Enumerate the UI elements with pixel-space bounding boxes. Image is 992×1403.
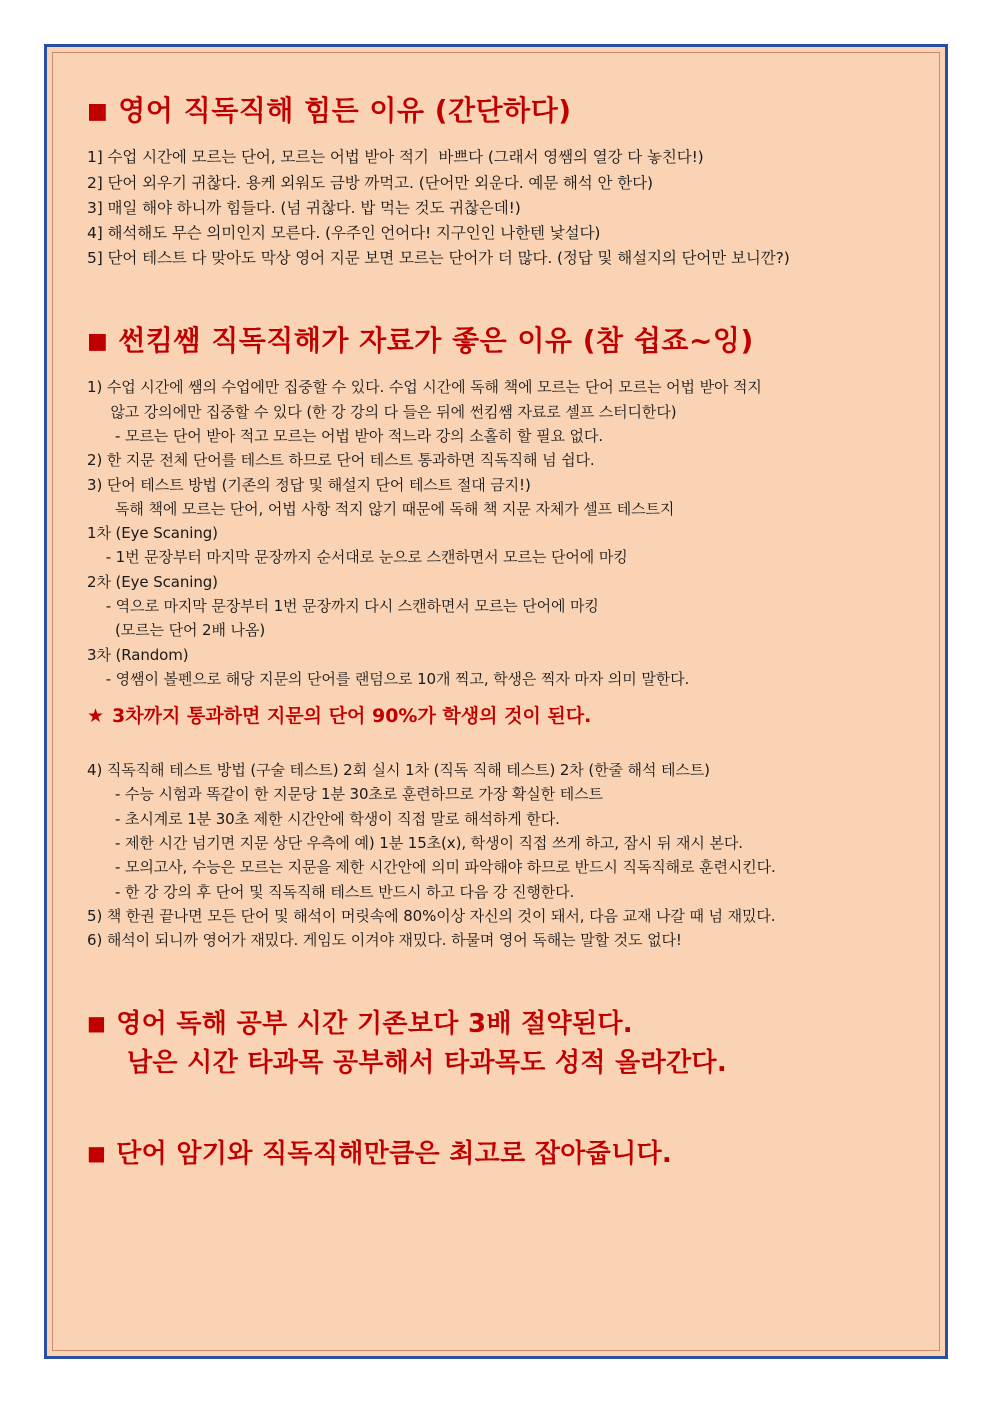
highlight-star-line bbox=[87, 701, 905, 728]
inner-border-frame bbox=[52, 52, 940, 1351]
spacer bbox=[87, 1083, 905, 1135]
section4-statement bbox=[87, 1135, 905, 1174]
list-item: 6) 해석이 되니까 영어가 재밌다. 게임도 이겨야 재밌다. 하물며 영어 독해는 말할 것도 없다! bbox=[87, 931, 682, 950]
list-item: 1차 (Eye Scaning) bbox=[87, 524, 218, 543]
section3-statement bbox=[87, 1005, 905, 1083]
list-item: 5] 단어 테스트 다 맞아도 막상 영어 지문 보면 모르는 단어가 더 많다. (정답 및 해설지의 단어만 보니깐?) bbox=[87, 248, 790, 267]
bullet-square-icon: ■ bbox=[87, 1140, 107, 1165]
section2-heading bbox=[87, 323, 905, 359]
bullet-square-icon: ■ bbox=[87, 1010, 107, 1035]
section3-line2: 남은 시간 타과목 공부해서 타과목도 성적 올라간다. bbox=[127, 1047, 728, 1078]
star-icon: ★ bbox=[87, 705, 105, 728]
list-item: - 수능 시험과 똑같이 한 지문당 1분 30초로 훈련하므로 가장 확실한 테스트 bbox=[87, 785, 603, 804]
section4-line1-text: 단어 암기와 직독직해만큼은 최고로 잡아줍니다. bbox=[116, 1138, 673, 1169]
list-item: 5) 책 한권 끝나면 모든 단어 및 해석이 머릿속에 80%이상 자신의 것이 돼서, 다음 교재 나갈 때 넘 재밌다. bbox=[87, 906, 776, 925]
list-item: - 제한 시간 넘기면 지문 상단 우측에 예) 1분 15초(x), 학생이 직접 쓰게 하고, 잠시 뒤 재시 본다. bbox=[87, 834, 743, 853]
bullet-square-icon: ■ bbox=[87, 328, 109, 354]
section1-heading-text: 영어 직독직해 힘든 이유 (간단하다) bbox=[118, 94, 572, 127]
highlight-star-text: 3차까지 통과하면 지문의 단어 90%가 학생의 것이 된다. bbox=[112, 705, 592, 728]
list-item: (모르는 단어 2배 나옴) bbox=[87, 621, 266, 640]
spacer bbox=[87, 953, 905, 1005]
list-item: 2] 단어 외우기 귀찮다. 용케 외워도 금방 까먹고. (단어만 외운다. 예문 해석 안 한다) bbox=[87, 173, 653, 192]
list-item: 2차 (Eye Scaning) bbox=[87, 572, 218, 591]
list-item: - 영쌤이 볼펜으로 해당 지문의 단어를 랜덤으로 10개 찍고, 학생은 찍자 마자 의미 말한다. bbox=[87, 669, 690, 688]
list-item: - 모의고사, 수능은 모르는 지문을 제한 시간안에 의미 파악해야 하므로 반드시 직독직해로 훈련시킨다. bbox=[87, 858, 776, 877]
section4-line1 bbox=[87, 1135, 905, 1174]
list-item: 3] 매일 해야 하니까 힘들다. (넘 귀찮다. 밥 먹는 것도 귀찮은데!) bbox=[87, 198, 521, 217]
outer-border-frame bbox=[44, 44, 948, 1359]
list-item: - 모르는 단어 받아 적고 모르는 어법 받아 적느라 강의 소홀히 할 필요 없다. bbox=[87, 426, 603, 445]
section3-line1-text: 영어 독해 공부 시간 기존보다 3배 절약된다. bbox=[116, 1008, 633, 1039]
list-item: 1) 수업 시간에 쌤의 수업에만 집중할 수 있다. 수업 시간에 독해 책에 모르는 단어 모르는 어법 받아 적지 bbox=[87, 378, 762, 397]
list-item: 3) 단어 테스트 방법 (기존의 정답 및 해설지 단어 테스트 절대 금지!) bbox=[87, 475, 531, 494]
bullet-square-icon: ■ bbox=[87, 99, 109, 124]
section2-list bbox=[87, 375, 905, 691]
section1-heading bbox=[87, 93, 905, 129]
section2-list-2 bbox=[87, 758, 905, 952]
section1-list bbox=[87, 145, 905, 271]
list-item: 2) 한 지문 전체 단어를 테스트 하므로 단어 테스트 통과하면 직독직해 넘 쉽다. bbox=[87, 451, 595, 470]
list-item: 독해 책에 모르는 단어, 어법 사항 적지 않기 때문에 독해 책 지문 자체가 셀프 테스트지 bbox=[87, 499, 675, 518]
section2-heading-text: 썬킴쌤 직독직해가 자료가 좋은 이유 (참 쉽죠~잉) bbox=[118, 323, 754, 357]
list-item: - 1번 문장부터 마지막 문장까지 순서대로 눈으로 스캔하면서 모르는 단어에 마킹 bbox=[87, 548, 628, 567]
list-item: 4] 해석해도 무슨 의미인지 모른다. (우주인 언어다! 지구인인 나한텐 낯설다) bbox=[87, 223, 601, 242]
list-item: 1] 수업 시간에 모르는 단어, 모르는 어법 받아 적기 바쁘다 (그래서 영쌤의 열강 다 놓친다!) bbox=[87, 148, 704, 167]
list-item: 3차 (Random) bbox=[87, 645, 189, 664]
section3-line1 bbox=[87, 1005, 905, 1044]
list-item: 않고 강의에만 집중할 수 있다 (한 강 강의 다 들은 뒤에 썬킴쌤 자료로 셀프 스터디한다) bbox=[87, 402, 677, 421]
list-item: - 한 강 강의 후 단어 및 직독직해 테스트 반드시 하고 다음 강 진행한다. bbox=[87, 882, 575, 901]
list-item: 4) 직독직해 테스트 방법 (구술 테스트) 2회 실시 1차 (직독 직해 테스트) 2차 (한줄 해석 테스트) bbox=[87, 761, 710, 780]
spacer bbox=[87, 271, 905, 323]
list-item: - 초시계로 1분 30초 제한 시간안에 학생이 직접 말로 해석하게 한다. bbox=[87, 809, 560, 828]
spacer bbox=[87, 732, 905, 758]
list-item: - 역으로 마지막 문장부터 1번 문장까지 다시 스캔하면서 모르는 단어에 마킹 bbox=[87, 597, 599, 615]
